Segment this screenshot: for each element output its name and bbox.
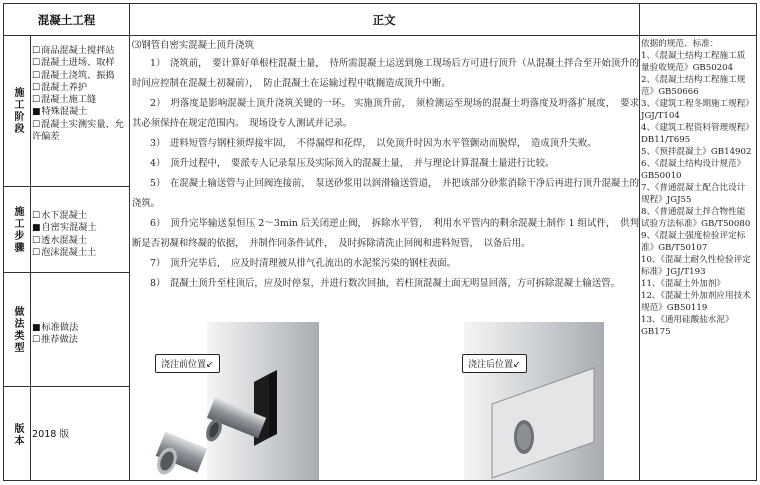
reference-item: 11、《混凝土外加剂》 — [641, 279, 725, 289]
checkbox-option-checked[interactable]: ■自密实混凝土 — [32, 222, 97, 234]
checked-box-icon: ■ — [32, 107, 41, 118]
checkbox-option[interactable]: ☐混凝土进场、取样 — [32, 57, 115, 69]
reference-item: 9、《混凝土强度检验评定标准》GB/T50107 — [641, 231, 746, 253]
reference-item: 10、《混凝土耐久性检验评定标准》JGJ/T193 — [641, 255, 751, 277]
checkbox-icon: ☐ — [32, 46, 41, 56]
reference-item: 3、《建筑工程冬期施工规程》JGJ/T104 — [641, 99, 750, 121]
step-paragraph: 8） 混凝土顶升至柱顶后，应及时停泵，并进行数次回抽，若柱顶混凝土面无明显回落，方可拆除混凝土输送管。 — [150, 278, 621, 289]
reference-item: 6、《混凝土结构设计规范》GB50010 — [641, 159, 746, 181]
header-main-title: 正文 — [372, 12, 396, 27]
photo-label-before: 浇注前位置↙ — [155, 354, 220, 373]
header-right — [639, 4, 756, 36]
checkbox-option[interactable]: ☐透水混凝土 — [32, 234, 88, 246]
reference-item: 8、《普通混凝土拌合物性能试验方法标准》GB/T50080 — [641, 207, 751, 229]
version-value: 2018 版 — [32, 429, 70, 440]
header-left-title: 混凝土工程 — [37, 12, 96, 27]
checkbox-option[interactable]: ☐混凝土养护 — [32, 81, 88, 93]
reference-item: 1、《混凝土结构工程施工质量验收规范》GB50204 — [641, 51, 746, 73]
header-main — [129, 4, 639, 36]
reference-item: 2、《混凝土结构工程施工规范》GB50666 — [641, 75, 746, 97]
checkbox-option-checked[interactable]: ■特殊混凝土 — [32, 106, 88, 118]
step-paragraph: 5） 在混凝土输送管与止回阀连接前， 泵送砂浆用以润滑输送管道， 并把该部分砂浆消除干净后再进行顶升混凝土的浇筑。 — [132, 178, 639, 209]
reference-item: 4、《建筑工程资料管理规程》DB11/T695 — [641, 123, 750, 145]
checkbox-option[interactable]: ☐水下混凝土 — [32, 210, 88, 221]
section-stage-options — [32, 45, 129, 143]
section-steps-title: 施工步骤 — [12, 205, 23, 254]
divider — [129, 4, 130, 480]
divider — [639, 4, 640, 480]
step-paragraph: 6） 顶升完毕输送泵恒压 2～3min 后关闭逆止阀， 拆除水平管， 利用水平管内的剩余混凝土制作 1 组试件， 供判断是否初凝和终凝的依据， 并制作同条件试件， 及时拆除清洗止回阀和进料短管， 以备后用。 — [132, 218, 639, 249]
step-paragraph: 3） 进料短管与钢柱须焊接牢固， 不得漏焊和花焊， 以免顶升时因为水平管颤动而脱焊， 造成顶升失败。 — [150, 138, 597, 149]
checkbox-option[interactable]: ☐推荐做法 — [32, 334, 78, 346]
checkbox-icon: ☐ — [32, 335, 41, 346]
checkbox-option[interactable]: ☐混凝土浇筑、振捣 — [32, 69, 115, 81]
section-version-title: 版本 — [12, 422, 23, 447]
section-type-options — [32, 322, 129, 347]
reference-item: 13、《通用硅酸盐水泥》GB175 — [641, 315, 734, 337]
checkbox-option-checked[interactable]: ■标准做法 — [32, 322, 79, 333]
checkbox-icon: ☐ — [32, 70, 41, 81]
checkbox-icon: ☐ — [32, 119, 41, 130]
checkbox-option[interactable]: ☐商品混凝土搅拌站 — [32, 45, 115, 56]
section-steps-options — [32, 210, 129, 259]
checkbox-option[interactable]: ☐泡沫混凝土土 — [32, 246, 97, 258]
document-page — [3, 3, 757, 481]
checked-box-icon: ■ — [32, 223, 41, 234]
photo-before-pouring — [149, 322, 324, 480]
references-intro: 依据的规范、标准： — [641, 39, 719, 49]
photo-label-after: 浇注后位置↙ — [462, 354, 527, 373]
step-paragraph: 7） 顶升完毕后， 应及时清理被从排气孔流出的水泥浆污染的钢柱表面。 — [150, 258, 456, 269]
main-content — [132, 38, 639, 294]
step-paragraph: 1） 浇筑前， 要计算好单根柱混凝土量， 待所需混凝土运送到施工现场后方可进行顶升（从混凝土拌合至开始顶升的时间应控制在混凝土初凝前）， 防止混凝土在运输过程中耽搁造成顶升中断。 — [132, 58, 639, 89]
reference-item: 7、《普通混凝土配合比设计规程》JGJ55 — [641, 183, 746, 205]
header-left — [4, 4, 129, 36]
references-list — [641, 38, 753, 338]
step-paragraph: 4） 顶升过程中， 要派专人记录泵压及实际顶入的混凝土量， 并与理论计算混凝土量进行比较。 — [150, 158, 555, 169]
section-heading: ⑶钢管自密实混凝土顶升浇筑 — [132, 40, 254, 51]
section-stage-title: 施工阶段 — [12, 87, 23, 135]
checkbox-icon: ☐ — [32, 211, 41, 221]
divider — [30, 36, 31, 480]
checkbox-icon: ☐ — [32, 247, 41, 258]
checkbox-icon: ☐ — [32, 235, 41, 246]
checkbox-icon: ☐ — [32, 82, 41, 93]
step-paragraph: 2） 坍落度是影响混凝土顶升浇筑关键的一环。 实施顶升前， 须检测运至现场的混凝土坍落度及坍落扩展度， 要求其必须保持在规定范围内。 现场设专人测试并记录。 — [132, 98, 639, 129]
column-before-illustration — [149, 322, 324, 480]
checkbox-icon: ☐ — [32, 95, 41, 106]
reference-item: 12、《混凝土外加剂应用技术规范》GB50119 — [641, 291, 751, 313]
checkbox-option[interactable]: ☐混凝土施工缝 — [32, 94, 97, 106]
checked-box-icon: ■ — [32, 323, 41, 333]
column-after-illustration — [444, 322, 619, 480]
checkbox-option[interactable]: ☐混凝土实测实量、允许偏差 — [32, 118, 124, 143]
reference-item: 5、《预拌混凝土》GB14902 — [641, 147, 752, 157]
photo-after-pouring — [444, 322, 619, 480]
checkbox-icon: ☐ — [32, 58, 41, 69]
section-type-title: 做法类型 — [12, 305, 23, 354]
